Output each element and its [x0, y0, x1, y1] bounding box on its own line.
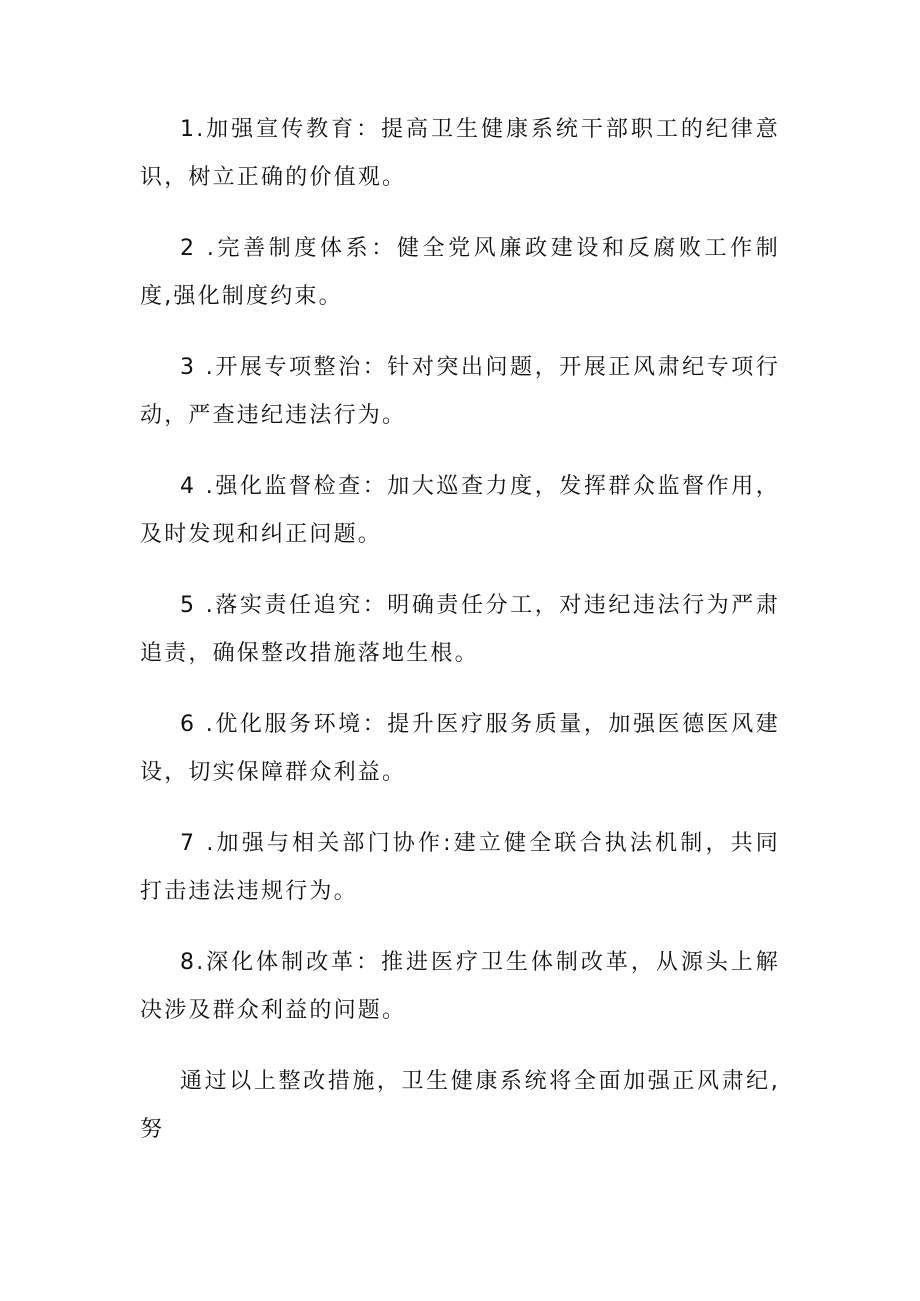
list-item-3: 3 .开展专项整治：针对突出问题，开展正风肃纪专项行动，严查违纪违法行为。 [140, 355, 780, 428]
list-item-1: 1.加强宣传教育：提高卫生健康系统干部职工的纪律意识，树立正确的价值观。 [140, 117, 780, 190]
closing-paragraph: 通过以上整改措施，卫生健康系统将全面加强正风肃纪,努 [140, 1069, 780, 1142]
list-item-5: 5 .落实责任追究：明确责任分工，对违纪违法行为严肃追责，确保整改措施落地生根。 [140, 593, 780, 666]
list-item-6: 6 .优化服务环境：提升医疗服务质量，加强医德医风建设，切实保障群众利益。 [140, 712, 780, 785]
list-item-8: 8.深化体制改革：推进医疗卫生体制改革，从源头上解决涉及群众利益的问题。 [140, 950, 780, 1023]
list-item-2: 2 .完善制度体系：健全党风廉政建设和反腐败工作制度,强化制度约束。 [140, 236, 780, 309]
list-item-4: 4 .强化监督检查：加大巡查力度，发挥群众监督作用，及时发现和纠正问题。 [140, 474, 780, 547]
list-item-7: 7 .加强与相关部门协作:建立健全联合执法机制，共同打击违法违规行为。 [140, 831, 780, 904]
